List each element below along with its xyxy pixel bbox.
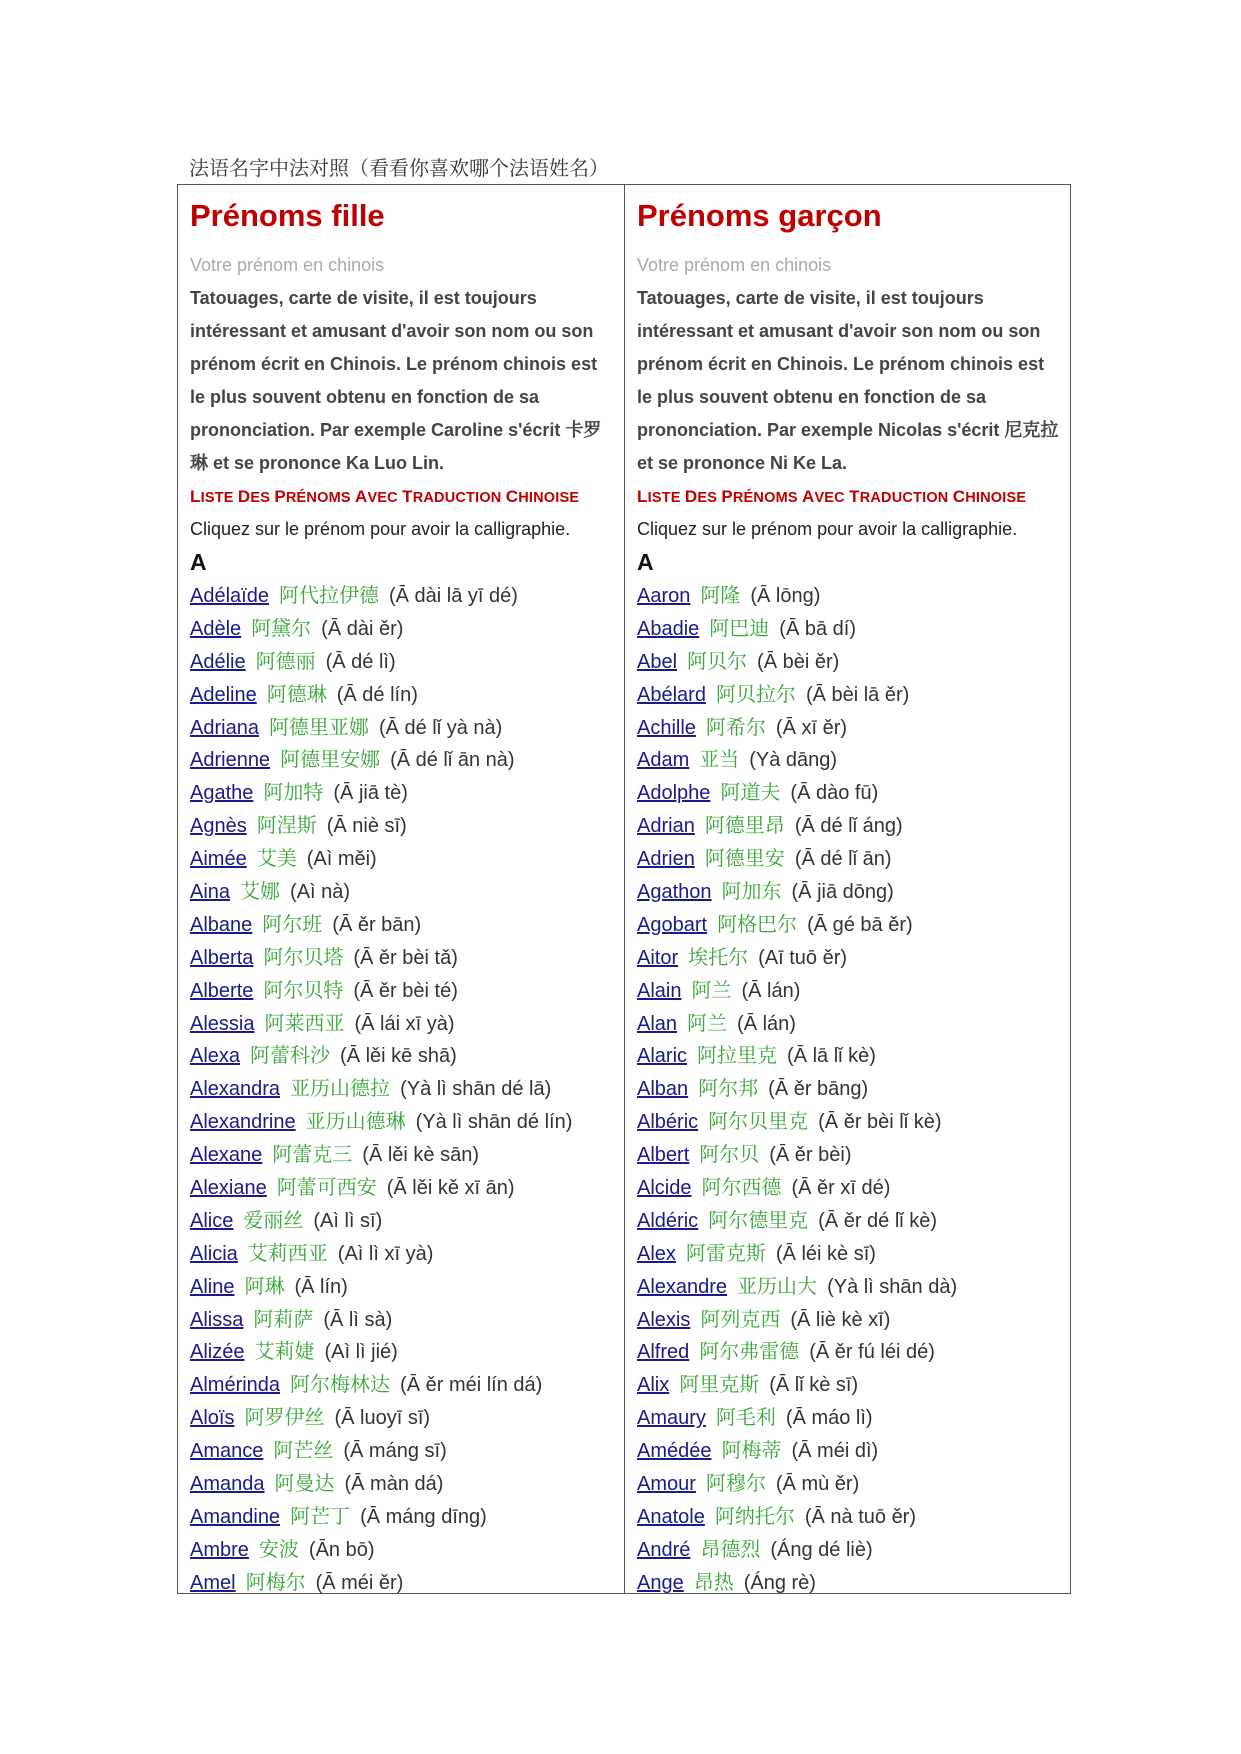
pinyin: (Ā lín): [294, 1275, 348, 1298]
chinese-name: 阿尔贝: [699, 1142, 760, 1167]
name-row: [190, 1467, 624, 1500]
name-link[interactable]: Alberta: [190, 946, 254, 969]
pinyin: (Ān bō): [308, 1538, 375, 1561]
pinyin: (Ā dé lǐ yà nà): [378, 716, 503, 739]
name-link[interactable]: Adélaïde: [190, 585, 269, 607]
name-link[interactable]: Amour: [637, 1473, 696, 1496]
chinese-name: 阿莱西亚: [264, 1010, 345, 1035]
name-link[interactable]: Albane: [190, 913, 253, 936]
chinese-name: 阿德丽: [255, 648, 316, 673]
pinyin: (Ā lǐ kè sī): [769, 1374, 859, 1397]
chinese-name: 阿莉萨: [253, 1306, 314, 1331]
name-row: [190, 1007, 624, 1040]
name-link[interactable]: Adam: [637, 749, 690, 772]
pinyin: (Yà lì shān dé lā): [400, 1078, 552, 1101]
pinyin: (Ā lán): [737, 1012, 796, 1035]
pinyin: (Ā méi ěr): [315, 1571, 404, 1594]
column-heading: Prénoms garçon: [637, 198, 882, 233]
column-girls: [178, 185, 624, 1593]
name-link[interactable]: Alexa: [190, 1045, 241, 1068]
chinese-name: 阿蕾科沙: [250, 1043, 331, 1068]
pinyin: (Ā lěi kè sān): [362, 1144, 479, 1167]
name-link[interactable]: Albéric: [637, 1111, 699, 1134]
letter-heading: A: [637, 549, 654, 575]
chinese-name: 阿尔贝塔: [263, 944, 344, 969]
letter-heading: A: [190, 549, 207, 575]
chinese-name: 阿德琳: [266, 681, 327, 706]
name-link[interactable]: Alicia: [190, 1242, 238, 1265]
name-row: [637, 1401, 1070, 1434]
pinyin: (Ā lěi kē shā): [340, 1045, 457, 1068]
pinyin: (Ā xī ěr): [775, 716, 848, 739]
pinyin: (Ā ěr méi lín dá): [400, 1374, 543, 1397]
name-link[interactable]: Adèle: [190, 617, 242, 640]
pinyin: (Ā bā dí): [779, 617, 856, 640]
name-row: [190, 1401, 624, 1434]
pinyin: (Ā dé lǐ ān nà): [390, 749, 515, 772]
pinyin: (Ā dài ěr): [321, 617, 404, 640]
chinese-name: 亚历山德琳: [305, 1109, 406, 1134]
column-boys: [624, 185, 1070, 1593]
chinese-name: 阿代拉伊德: [278, 583, 379, 607]
pinyin: (Ā luoyī sī): [334, 1407, 431, 1430]
name-row: [637, 579, 1070, 612]
chinese-name: 亚历山德拉: [290, 1076, 391, 1101]
column-subtitle: Votre prénom en chinois: [637, 255, 832, 275]
pinyin: (Ā bèi lā ěr): [805, 683, 910, 706]
column-subtitle: Votre prénom en chinois: [190, 255, 385, 275]
chinese-name: 阿列克西: [700, 1306, 781, 1331]
chinese-name: 阿贝尔: [687, 648, 748, 673]
name-link[interactable]: Alessia: [190, 1012, 255, 1035]
name-row: [190, 711, 624, 744]
name-link[interactable]: Aitor: [637, 946, 679, 969]
name-link[interactable]: Almérinda: [190, 1374, 281, 1397]
chinese-name: 阿尔贝里克: [708, 1109, 809, 1134]
name-link[interactable]: Alain: [637, 979, 682, 1002]
chinese-name: 埃托尔: [688, 944, 749, 969]
pinyin: (Ā lì sà): [323, 1308, 393, 1331]
pinyin: (Ā ěr bèi lǐ kè): [818, 1111, 942, 1134]
name-link[interactable]: Adrien: [637, 848, 695, 871]
pinyin: (Ā dé lì): [325, 650, 396, 673]
pinyin: (Ā ěr bān): [332, 913, 422, 936]
name-row: [190, 1072, 624, 1105]
chinese-name: 阿涅斯: [256, 813, 317, 838]
list-heading: LISTE DES PRÉNOMS AVEC TRADUCTION CHINOISE: [637, 487, 1027, 506]
name-link[interactable]: Aldéric: [637, 1209, 699, 1232]
chinese-name: 爱丽丝: [243, 1207, 304, 1232]
pinyin: (Ā máng sī): [343, 1440, 447, 1463]
name-link[interactable]: Alaric: [637, 1045, 688, 1068]
name-row: [190, 1533, 624, 1566]
name-link[interactable]: Amédée: [637, 1440, 712, 1463]
name-link[interactable]: Adrian: [637, 815, 695, 838]
click-instruction: Cliquez sur le prénom pour avoir la calligraphie.: [190, 519, 571, 539]
pinyin: (Ā ěr fú léi dé): [809, 1341, 935, 1364]
chinese-name: 阿尔班: [262, 911, 323, 936]
name-link[interactable]: Alexane: [190, 1144, 263, 1167]
pinyin: (Yà lì shān dé lín): [415, 1111, 573, 1134]
name-row: [637, 1007, 1070, 1040]
name-link[interactable]: Albert: [637, 1144, 690, 1167]
name-link[interactable]: Agobart: [637, 913, 708, 936]
chinese-name: 阿道夫: [720, 780, 781, 805]
name-row: [637, 1072, 1070, 1105]
name-row: [190, 941, 624, 974]
name-link[interactable]: Alexiane: [190, 1177, 267, 1200]
pinyin: (Aì lì jié): [324, 1341, 398, 1364]
name-row: [637, 1171, 1070, 1204]
name-link[interactable]: Anatole: [637, 1505, 705, 1528]
name-row: [637, 1303, 1070, 1336]
pinyin: (Ā jiā dōng): [791, 881, 894, 904]
name-link[interactable]: Abélard: [637, 683, 706, 706]
name-link[interactable]: André: [637, 1538, 691, 1561]
chinese-name: 阿尔德里克: [708, 1207, 809, 1232]
pinyin: (Ā gé bā ěr): [807, 913, 913, 936]
pinyin: (Aì lì sī): [313, 1209, 383, 1232]
name-row: [190, 678, 624, 711]
chinese-name: 亚当: [699, 747, 740, 772]
pinyin: (Yà lì shān dà): [827, 1275, 958, 1298]
name-link[interactable]: Alizée: [190, 1341, 245, 1364]
name-link[interactable]: Aina: [190, 881, 231, 904]
pinyin: (Ā nà tuō ěr): [804, 1505, 917, 1528]
name-row: [637, 678, 1070, 711]
name-row: [637, 1039, 1070, 1072]
chinese-name: 阿曼达: [274, 1471, 335, 1496]
name-row: [637, 1335, 1070, 1368]
name-row: [637, 1138, 1070, 1171]
chinese-name: 阿尔西德: [701, 1175, 782, 1200]
name-row: [637, 941, 1070, 974]
name-link[interactable]: Alexandrine: [190, 1111, 296, 1134]
name-row: [637, 743, 1070, 776]
name-link[interactable]: Alex: [637, 1242, 676, 1265]
chinese-name: 阿贝拉尔: [715, 681, 796, 706]
name-link[interactable]: Ambre: [190, 1538, 249, 1561]
pinyin: (Ā màn dá): [344, 1473, 444, 1496]
name-link[interactable]: Alberte: [190, 979, 254, 1002]
name-row: [190, 1500, 624, 1533]
chinese-name: 阿德里昂: [704, 813, 785, 838]
chinese-name: 阿琳: [244, 1273, 285, 1298]
chinese-name: 阿梅蒂: [721, 1438, 782, 1463]
name-row: [637, 974, 1070, 1007]
name-link[interactable]: Alfred: [637, 1341, 690, 1364]
name-link[interactable]: Alban: [637, 1078, 689, 1101]
chinese-name: 艾莉婕: [254, 1339, 315, 1364]
pinyin: (Ā méi dì): [791, 1440, 879, 1463]
pinyin: (Aì měi): [306, 848, 377, 871]
chinese-name: 阿拉里克: [697, 1043, 778, 1068]
name-link[interactable]: Agathon: [637, 881, 712, 904]
chinese-name: 阿纳托尔: [714, 1503, 795, 1528]
click-instruction: Cliquez sur le prénom pour avoir la calligraphie.: [637, 519, 1018, 539]
name-row: [190, 1237, 624, 1270]
names-list: [637, 579, 1070, 1599]
chinese-name: 安波: [258, 1536, 299, 1561]
name-link[interactable]: Aaron: [637, 585, 691, 607]
name-link[interactable]: Agathe: [190, 782, 254, 805]
pinyin: (Aì nà): [290, 881, 351, 904]
column-heading: Prénoms fille: [190, 198, 385, 233]
chinese-name: 阿里克斯: [679, 1372, 760, 1397]
name-row: [190, 1105, 624, 1138]
chinese-name: 昂德烈: [700, 1536, 761, 1561]
chinese-name: 阿巴迪: [709, 615, 770, 640]
name-link[interactable]: Adeline: [190, 683, 257, 706]
pinyin: (Áng dé liè): [770, 1538, 873, 1561]
name-row: [637, 1237, 1070, 1270]
chinese-name: 阿穆尔: [705, 1471, 766, 1496]
chinese-name: 阿加东: [721, 879, 782, 904]
name-row: [190, 1434, 624, 1467]
chinese-name: 阿尔梅林达: [290, 1372, 391, 1397]
name-link[interactable]: Aloïs: [190, 1407, 235, 1430]
pinyin: (Aì lì xī yà): [337, 1242, 434, 1265]
pinyin: (Ā dé lín): [336, 683, 418, 706]
name-link[interactable]: Amel: [190, 1571, 236, 1594]
pinyin: (Ā ěr dé lǐ kè): [818, 1209, 938, 1232]
chinese-name: 阿芒丝: [273, 1438, 334, 1463]
name-row: [637, 645, 1070, 678]
pinyin: (Ā lán): [741, 979, 801, 1002]
name-row: [637, 809, 1070, 842]
chinese-name: 阿尔贝特: [263, 977, 344, 1002]
name-link[interactable]: Achille: [637, 716, 696, 739]
names-table: [177, 184, 1071, 1594]
name-link[interactable]: Aline: [190, 1275, 235, 1298]
pinyin: (Ā jiā tè): [333, 782, 408, 805]
name-row: [190, 743, 624, 776]
pinyin: (Ā ěr bèi): [769, 1144, 852, 1167]
chinese-name: 阿罗伊丝: [244, 1405, 325, 1430]
name-link[interactable]: Alexandre: [637, 1275, 728, 1298]
name-row: [190, 1270, 624, 1303]
name-row: [190, 645, 624, 678]
name-row: [637, 1368, 1070, 1401]
pinyin: (Aī tuō ěr): [758, 946, 848, 969]
name-link[interactable]: Amandine: [190, 1505, 281, 1528]
name-link[interactable]: Alexandra: [190, 1078, 281, 1101]
pinyin: (Ā mù ěr): [775, 1473, 860, 1496]
name-row: [190, 1171, 624, 1204]
name-row: [190, 1368, 624, 1401]
pinyin: (Áng rè): [743, 1571, 816, 1594]
name-link[interactable]: Ange: [637, 1571, 684, 1594]
pinyin: (Ā niè sī): [326, 815, 407, 838]
chinese-name: 亚历山大: [737, 1273, 818, 1298]
chinese-name: 阿德里安娜: [280, 747, 381, 772]
document-title: 法语名字中法对照（看看你喜欢哪个法语姓名）: [189, 156, 609, 180]
name-link[interactable]: Alan: [637, 1012, 678, 1035]
name-link[interactable]: Aimée: [190, 848, 247, 871]
chinese-name: 阿尔邦: [698, 1076, 759, 1101]
pinyin: (Ā bèi ěr): [757, 650, 840, 673]
name-row: [190, 1039, 624, 1072]
pinyin: (Ā dào fū): [790, 782, 879, 805]
name-row: [637, 908, 1070, 941]
name-row: [637, 612, 1070, 645]
name-link[interactable]: Adélie: [190, 650, 246, 673]
name-row: [190, 1335, 624, 1368]
chinese-name: 阿希尔: [705, 714, 766, 739]
pinyin: (Ā lái xī yà): [354, 1012, 455, 1035]
pinyin: (Ā liè kè xī): [790, 1308, 891, 1331]
pinyin: (Ā lěi kě xī ān): [386, 1177, 515, 1200]
name-link[interactable]: Amance: [190, 1440, 264, 1463]
name-link[interactable]: Adrienne: [190, 749, 271, 772]
chinese-name: 阿兰: [691, 977, 732, 1002]
name-link[interactable]: Amaury: [637, 1407, 706, 1430]
chinese-name: 阿芒丁: [290, 1503, 351, 1528]
name-row: [190, 1566, 624, 1599]
name-link[interactable]: Abadie: [637, 617, 700, 640]
name-row: [637, 1533, 1070, 1566]
name-link[interactable]: Alice: [190, 1209, 234, 1232]
chinese-name: 阿毛利: [715, 1405, 776, 1430]
chinese-name: 阿格巴尔: [717, 911, 798, 936]
chinese-name: 阿蕾可西安: [276, 1175, 377, 1200]
name-row: [637, 842, 1070, 875]
chinese-name: 阿梅尔: [245, 1569, 306, 1594]
chinese-name: 阿黛尔: [251, 615, 312, 640]
name-row: [637, 1566, 1070, 1599]
chinese-name: 阿隆: [700, 583, 741, 607]
name-link[interactable]: Agnès: [190, 815, 247, 838]
pinyin: (Ā ěr bèi té): [353, 979, 458, 1002]
pinyin: (Ā máo lì): [785, 1407, 873, 1430]
name-link[interactable]: Alissa: [190, 1308, 244, 1331]
name-row: [190, 579, 624, 612]
name-row: [637, 1434, 1070, 1467]
intro-paragraph: Tatouages, carte de visite, il est toujours intéressant et amusant d'avoir son nom ou son prénom écrit en Chinois. Le prénom chinois est le plus souvent obtenu en fonction de sa prononciation. Par exemple Caroline s'écrit 卡罗琳 et se prononce Ka Luo Lin.: [190, 288, 602, 473]
pinyin: (Ā ěr bāng): [768, 1078, 869, 1101]
name-row: [190, 1303, 624, 1336]
name-row: [637, 711, 1070, 744]
name-link[interactable]: Alexis: [637, 1308, 691, 1331]
pinyin: (Ā lā lǐ kè): [787, 1045, 876, 1068]
chinese-name: 艾莉西亚: [247, 1240, 328, 1265]
chinese-name: 阿雷克斯: [685, 1240, 766, 1265]
chinese-name: 阿加特: [263, 780, 324, 805]
name-row: [637, 1467, 1070, 1500]
name-row: [190, 776, 624, 809]
name-row: [190, 1138, 624, 1171]
name-link[interactable]: Amanda: [190, 1473, 265, 1496]
name-link[interactable]: Adriana: [190, 716, 259, 739]
intro-paragraph: Tatouages, carte de visite, il est toujours intéressant et amusant d'avoir son nom ou son prénom écrit en Chinois. Le prénom chinois est le plus souvent obtenu en fonction de sa prononciation. Par exemple Nicolas s'écrit 尼克拉 et se prononce Ni Ke La.: [637, 288, 1059, 473]
name-row: [190, 1204, 624, 1237]
chinese-name: 阿尔弗雷德: [699, 1339, 800, 1364]
name-row: [190, 842, 624, 875]
name-row: [637, 875, 1070, 908]
chinese-name: 艾娜: [240, 879, 281, 904]
name-link[interactable]: Adolphe: [637, 782, 711, 805]
pinyin: (Ā ěr xī dé): [791, 1177, 891, 1200]
name-row: [190, 908, 624, 941]
list-heading: LISTE DES PRÉNOMS AVEC TRADUCTION CHINOISE: [190, 487, 580, 506]
name-row: [637, 1270, 1070, 1303]
name-row: [190, 612, 624, 645]
name-row: [190, 809, 624, 842]
name-row: [637, 776, 1070, 809]
name-row: [637, 1500, 1070, 1533]
names-list: [190, 579, 624, 1599]
chinese-name: 阿德里安: [704, 846, 785, 871]
pinyin: (Ā lōng): [750, 585, 821, 607]
pinyin: (Ā dài lā yī dé): [388, 585, 518, 607]
name-link[interactable]: Abel: [637, 650, 678, 673]
name-link[interactable]: Alcide: [637, 1177, 692, 1200]
chinese-name: 阿蕾克三: [272, 1142, 353, 1167]
pinyin: (Ā máng dīng): [360, 1505, 487, 1528]
name-row: [190, 875, 624, 908]
chinese-name: 阿兰: [687, 1010, 728, 1035]
pinyin: (Ā dé lǐ ān): [794, 848, 892, 871]
pinyin: (Yà dāng): [749, 749, 838, 772]
pinyin: (Ā dé lǐ áng): [794, 815, 903, 838]
name-row: [637, 1204, 1070, 1237]
chinese-name: 阿德里亚娜: [268, 714, 369, 739]
pinyin: (Ā ěr bèi tǎ): [353, 946, 458, 969]
pinyin: (Ā léi kè sī): [775, 1242, 876, 1265]
name-link[interactable]: Alix: [637, 1374, 670, 1397]
name-row: [637, 1105, 1070, 1138]
chinese-name: 昂热: [693, 1569, 734, 1594]
chinese-name: 艾美: [256, 846, 297, 871]
name-row: [190, 974, 624, 1007]
